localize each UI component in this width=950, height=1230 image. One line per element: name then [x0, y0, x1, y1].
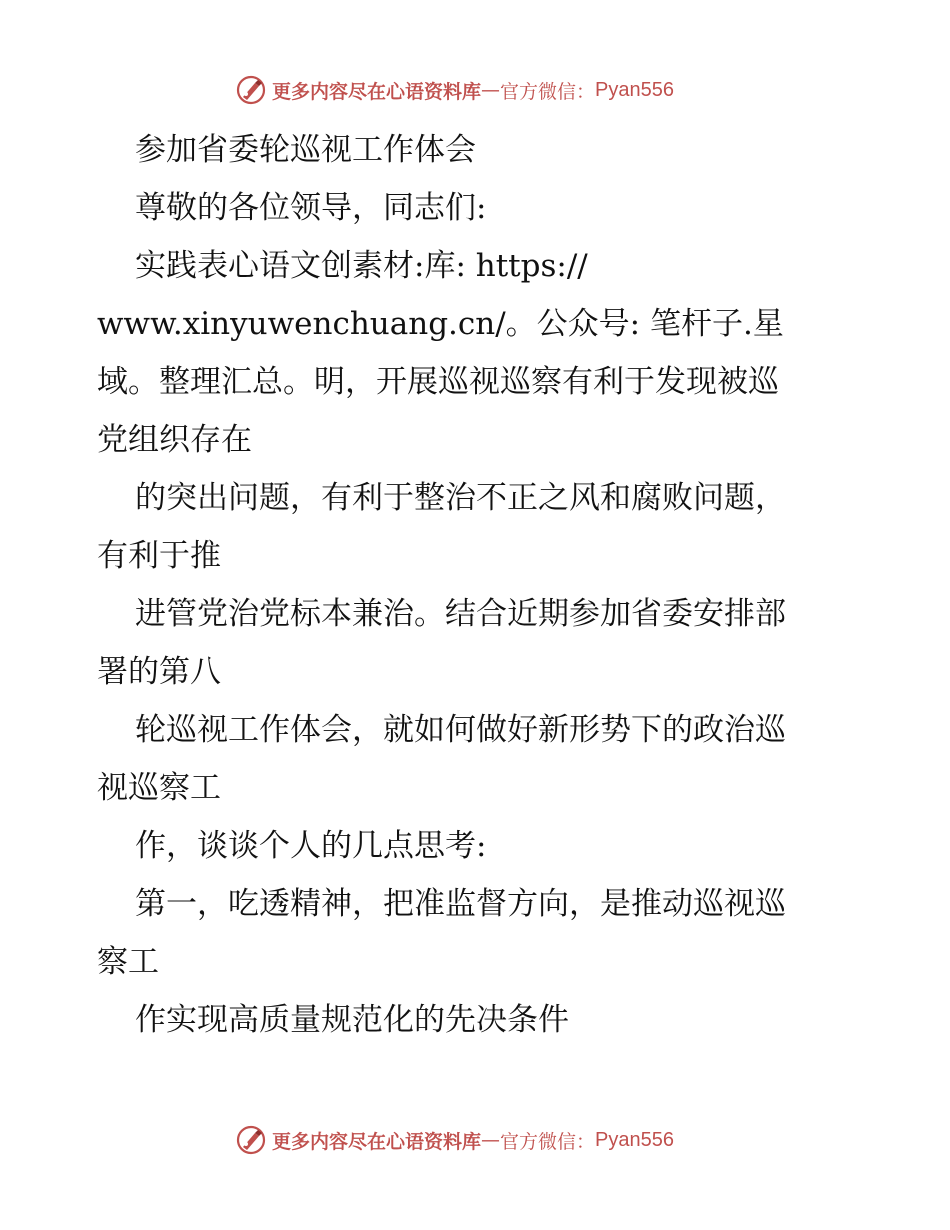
section-heading: 第一，吃透精神，把准监督方向，是推动巡视巡 [135, 886, 786, 922]
text-line: 视巡察工 [97, 770, 221, 806]
text-line: 有利于推 [97, 538, 221, 574]
text-line: 实践表心语文创素材:库: https:// [135, 248, 588, 284]
watermark-dash: — [481, 79, 501, 101]
text-line: 署的第八 [97, 654, 221, 690]
text-line: 党组织存在 [97, 422, 252, 458]
watermark-contact-handle: Pyan556 [595, 78, 674, 101]
text-line: www.xinyuwenchuang.cn/。公众号: 笔杆子.星 [97, 306, 784, 342]
watermark-dash: — [481, 1129, 501, 1151]
text-line: 的突出问题，有利于整治不正之风和腐败问题， [135, 480, 786, 516]
section-heading: 察工 [97, 944, 159, 980]
document-body [97, 121, 857, 1049]
pen-seal-icon [236, 75, 266, 105]
salutation: 尊敬的各位领导，同志们: [135, 190, 487, 226]
text-line: 进管党治党标本兼治。结合近期参加省委安排部 [135, 596, 786, 632]
text-line: 域。整理汇总。明，开展巡视巡察有利于发现被巡 [97, 364, 779, 400]
text-line: 作，谈谈个人的几点思考: [135, 828, 487, 864]
section-heading: 作实现高质量规范化的先决条件 [135, 1002, 569, 1038]
document-title: 参加省委轮巡视工作体会 [135, 132, 476, 168]
watermark-contact-handle: Pyan556 [595, 1128, 674, 1151]
header-watermark [236, 73, 674, 107]
text-line: 轮巡视工作体会，就如何做好新形势下的政治巡 [135, 712, 786, 748]
watermark-contact-label: 官方微信： [500, 80, 596, 103]
watermark-brand: 更多内容尽在心语资料库 [272, 80, 482, 103]
watermark-contact-label: 官方微信： [500, 1130, 596, 1153]
watermark-brand: 更多内容尽在心语资料库 [272, 1130, 482, 1153]
footer-watermark [236, 1123, 674, 1157]
pen-seal-icon [236, 1125, 266, 1155]
